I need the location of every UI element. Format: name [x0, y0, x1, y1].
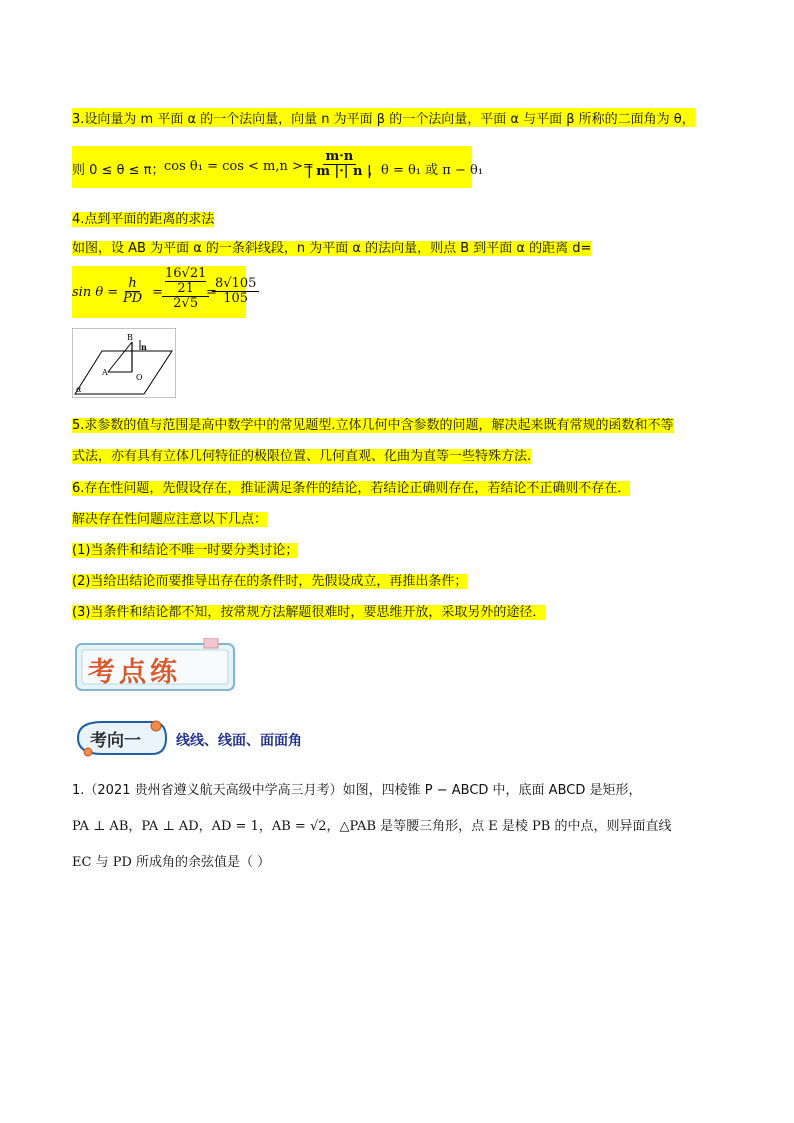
frac-h-pd — [120, 277, 145, 306]
label-n: n — [141, 342, 147, 352]
sin-formula-box — [72, 266, 257, 318]
section5-line2-text: 式法，亦有具有立体几何特征的极限位置、几何直观、化曲为直等一些特殊方法. — [72, 449, 532, 464]
equals-2: = — [206, 285, 217, 300]
oblique-line — [108, 342, 132, 372]
sin-lhs: sin θ = — [72, 285, 119, 300]
section6-line1-text: 6.存在性问题，先假设存在，推证满足条件的结论，若结论正确则存在，若结论不正确则不存在． — [72, 481, 631, 496]
section4-title-text: 4.点到平面的距离的求法 — [72, 212, 215, 227]
frac-result — [212, 277, 259, 306]
section4-desc — [72, 237, 591, 256]
tag-text: 考向一 — [90, 731, 141, 751]
kaodian-banner — [72, 638, 240, 694]
frac-pd: PD — [123, 291, 143, 306]
kaoxiang-tag — [72, 716, 172, 760]
section6-item3-text: (3)当条件和结论都不知，按常规方法解题很难时，要思维开放，采取另外的途径． — [72, 605, 546, 620]
frac-result-num: 8√105 — [212, 277, 259, 292]
section6-item1 — [72, 539, 298, 558]
frac-result-den: 105 — [223, 291, 249, 306]
label-o: O — [136, 373, 143, 382]
section6-item2-text: (2)当给出结论而要推导出存在的条件时，先假设成立，再推出条件； — [72, 574, 468, 589]
label-a: A — [102, 368, 108, 377]
label-alpha: α — [76, 385, 82, 394]
section3-line1: 3.设向量为 m 平面 α 的一个法向量，向量 n 为平面 β 的一个法向量，平面 α 与平面 β 所称的二面角为 θ， — [72, 108, 695, 127]
section6-item2 — [72, 570, 467, 589]
section6-line1 — [72, 477, 630, 496]
section5-line1-text: 5.求参数的值与范围是高中数学中的常见题型.立体几何中含参数的问题，解决起来既有常规的函数和不等 — [72, 418, 674, 433]
problem1-line2: PA ⊥ AB，PA ⊥ AD，AD = 1，AB = √2，△PAB 是等腰三角形，点 E 是棱 PB 的中点，则异面直线 — [72, 819, 672, 834]
section3-suffix: ，θ = θ₁ 或 π − θ₁ — [368, 163, 484, 178]
section5-line2 — [72, 445, 531, 464]
section6-line2-text: 解决存在性问题应注意以下几点： — [72, 512, 268, 527]
frac-compound-num-bot: 21 — [177, 281, 194, 296]
section4-title — [72, 208, 214, 227]
cos-expression: cos θ₁ = cos < m,n >= — [164, 159, 314, 174]
section3-line2-prefix: 则 0 ≤ θ ≤ π； — [72, 163, 165, 178]
cos-fraction-numerator: m·n — [323, 150, 357, 165]
frac-h: h — [125, 277, 139, 292]
section5-line1 — [72, 414, 674, 433]
frac-compound-num-top: 16√21 — [165, 266, 207, 281]
section4-desc-text: 如图，设 AB 为平面 α 的一条斜线段，n 为平面 α 的法向量，则点 B 到平面 α 的距离 d= — [72, 241, 592, 256]
subbanner-title: 线线、线面、面面角 — [176, 733, 302, 749]
frac-compound-num — [162, 267, 209, 297]
section6-item1-text: (1)当条件和结论不唯一时要分类讨论； — [72, 543, 299, 558]
equals-1: = — [152, 285, 163, 300]
section6-line2 — [72, 508, 267, 527]
problem1-line1: 1.（2021 贵州省遵义航天高级中学高三月考）如图，四棱锥 P − ABCD 中，底面 ABCD 是矩形， — [72, 783, 642, 798]
frac-compound-den: 2√5 — [173, 296, 199, 311]
plane-figure — [72, 328, 176, 398]
label-b: B — [127, 333, 133, 342]
problem1-line3: EC 与 PD 所成角的余弦值是（ ） — [72, 855, 271, 870]
cos-fraction — [304, 150, 375, 179]
section6-item3 — [72, 601, 545, 620]
cos-fraction-denominator: | m |·| n | — [307, 164, 372, 179]
banner-text: 考点练 — [88, 657, 181, 688]
section3-formula-box — [72, 146, 484, 188]
frac-compound — [162, 267, 209, 311]
